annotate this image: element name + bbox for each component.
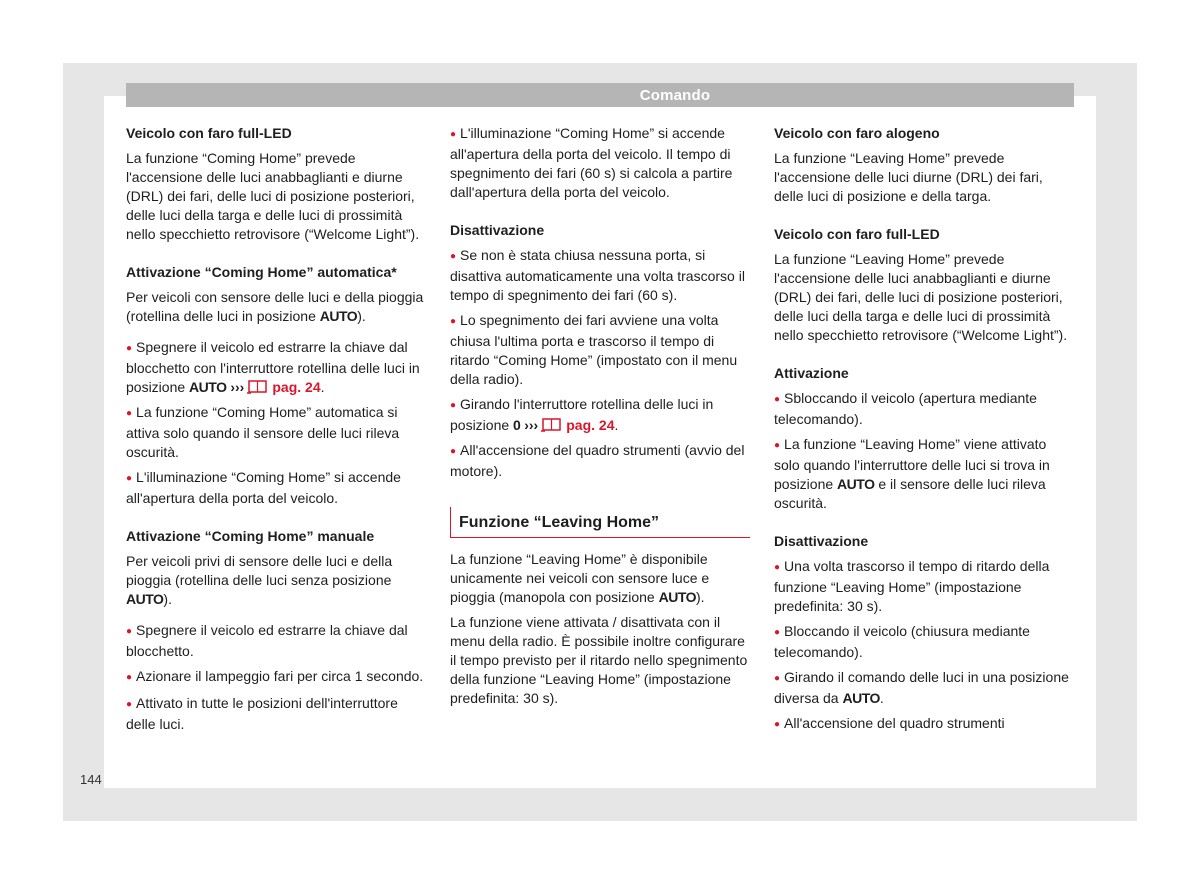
auto-symbol: AUTO [126,591,164,607]
heading: Disattivazione [450,222,545,238]
paragraph: La funzione “Leaving Home” prevede l'accensione delle luci anabbaglianti e diurne (DRL) dei fari, delle luci di posizione posteriori, delle luci della targa e delle luci di prossimità nello specchietto retrovisore (“Welcome Light”). [774,251,1068,343]
heading: Veicolo con faro full-LED [126,125,292,141]
heading: Attivazione “Coming Home” automatica* [126,264,397,280]
auto-symbol: AUTO [837,476,875,492]
bullet-item: ● La funzione “Coming Home” automatica si attiva solo quando il sensore delle luci rileva oscurità. [126,403,426,462]
arrows-icon: ››› [524,417,539,433]
bullet-item: ● Azionare il lampeggio fari per circa 1 secondo. [126,667,426,688]
bullet-item: ● Girando il comando delle luci in una posizione diversa da AUTO. [774,668,1074,708]
auto-symbol: AUTO [319,308,358,324]
bullet-item: ● Una volta trascorso il tempo di ritardo della funzione “Leaving Home” (impostazione predefinita: 30 s). [774,557,1074,616]
heading: Veicolo con faro full-LED [774,226,940,242]
bullet-item: ● Se non è stata chiusa nessuna porta, si disattiva automaticamente una volta trascorso il tempo di spegnimento dei fari (60 s). [450,246,750,305]
bullet-item: ● L'illuminazione “Coming Home” si accende all'apertura della porta del veicolo. Il tempo di spegnimento dei fari (60 s) si calcola a partire dall'apertura della porta del veicolo. [450,124,750,202]
bullet-item: ● L'illuminazione “Coming Home” si accende all'apertura della porta del veicolo. [126,468,426,508]
bullet-item: ● All'accensione del quadro strumenti [774,714,1074,735]
heading: Attivazione [774,365,849,381]
bullet-item: ● La funzione “Leaving Home” viene attivato solo quando l'interruttore delle luci si trova in posizione AUTO e il sensore delle luci rileva oscurità. [774,435,1074,513]
section-heading: Funzione “Leaving Home” [450,507,750,538]
bullet-item: ● Attivato in tutte le posizioni dell'interruttore delle luci. [126,694,426,734]
book-reference-icon [541,418,563,432]
bullet-item: ● Sbloccando il veicolo (apertura mediante telecomando). [774,389,1074,429]
column-2 [450,124,750,714]
arrows-icon: ››› [230,379,245,395]
heading: Veicolo con faro alogeno [774,125,940,141]
heading: Disattivazione [774,533,869,549]
book-reference-icon [247,380,269,394]
auto-symbol: AUTO [658,589,697,605]
page-title: Comando [639,86,711,104]
page-reference-link[interactable]: pag. 24 [566,417,615,433]
auto-symbol: AUTO [189,379,227,395]
paragraph: La funzione “Coming Home” prevede l'accensione delle luci anabbaglianti e diurne (DRL) dei fari, delle luci di posizione posteriori, delle luci della targa e delle luci di prossimità nello specchietto retrovisore (“Welcome Light”). [126,150,420,242]
paragraph: La funzione viene attivata / disattivata con il menu della radio. È possibile inoltre configurare il tempo previsto per il ritardo nello spegnimento della funzione “Leaving Home” (impostazione predefinita: 30 s). [450,614,748,706]
header-bar [126,83,1074,107]
zero-symbol: 0 [513,417,521,433]
page-number: 144 [80,772,102,787]
bullet-item: ● Spegnere il veicolo ed estrarre la chiave dal blocchetto. [126,621,426,661]
bullet-item: ● Lo spegnimento dei fari avviene una volta chiusa l'ultima porta e trascorso il tempo di ritardo “Coming Home” (impostato con il menu della radio). [450,311,750,389]
column-1 [126,124,426,740]
auto-symbol: AUTO [842,690,880,706]
paragraph: Per veicoli con sensore delle luci e della pioggia (rotellina delle luci in posizione AUTO). [126,289,424,324]
paragraph: Per veicoli privi di sensore delle luci e della pioggia (rotellina delle luci senza posizione AUTO). [126,553,393,607]
bullet-item: ● All'accensione del quadro strumenti (avvio del motore). [450,441,750,481]
column-3 [774,124,1074,741]
bullet-item: ● Bloccando il veicolo (chiusura mediante telecomando). [774,622,1074,662]
bullet-item: ● Spegnere il veicolo ed estrarre la chiave dal blocchetto con l'interruttore rotellina delle luci in posizione AUTO ››› pag. 24. [126,338,426,397]
heading: Attivazione “Coming Home” manuale [126,528,375,544]
bullet-item: ● Girando l'interruttore rotellina delle luci in posizione 0 ››› pag. 24. [450,395,750,435]
page-reference-link[interactable]: pag. 24 [272,379,321,395]
paragraph: La funzione “Leaving Home” è disponibile unicamente nei veicoli con sensore luce e pioggia (manopola con posizione AUTO). [450,551,710,605]
paragraph: La funzione “Leaving Home” prevede l'accensione delle luci diurne (DRL) dei fari, delle luci di posizione e della targa. [774,150,1043,204]
